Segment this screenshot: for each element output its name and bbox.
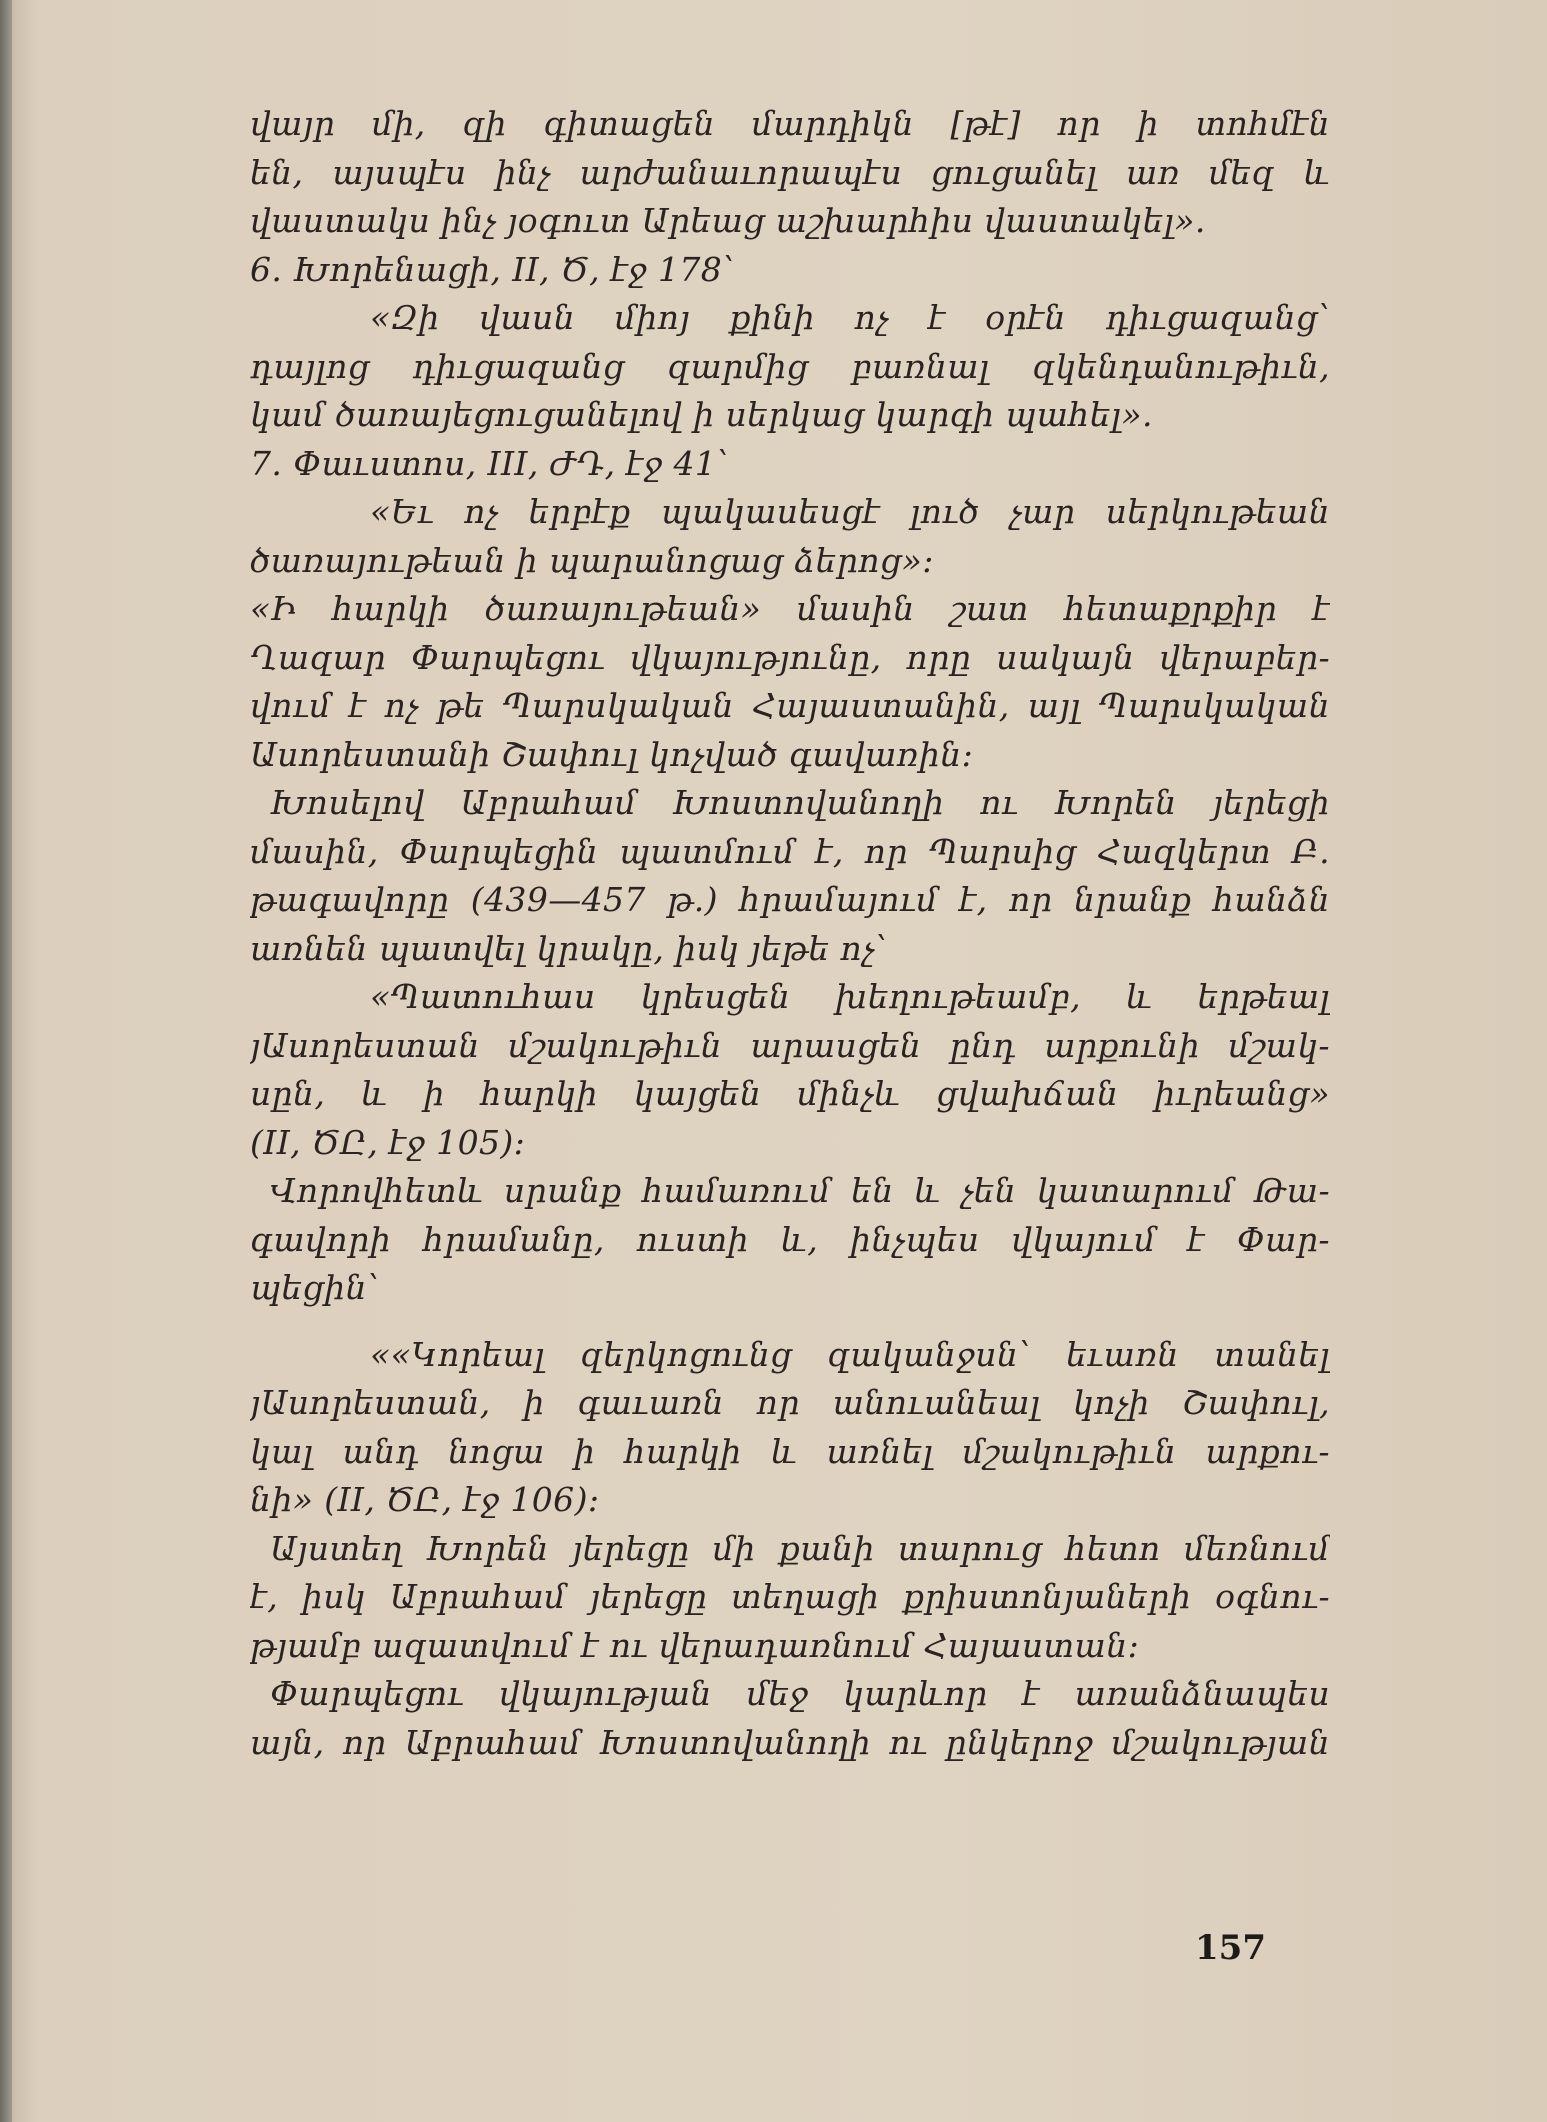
text-line: այն, որ Աբրահամ Խոստովանողի ու ընկերոջ մշակության (250, 1722, 1330, 1762)
text-line: գավորի հրամանը, ուստի և, ինչպես վկայում է Փար- (250, 1219, 1330, 1259)
text-line: յԱսորեստան մշակութիւն արասցեն ընդ արքունի մշակ- (250, 1025, 1330, 1065)
text-line: են, այսպէս ինչ արժանաւորապէս ցուցանել առ մեզ և (250, 152, 1330, 192)
text-line: Վորովհետև սրանք համառում են և չեն կատարում Թա- (270, 1171, 1330, 1210)
text-line: ««Կորեալ զերկոցունց զականջսն՝ եւառն տանել (370, 1334, 1330, 1374)
text-line: (II, ԾԸ, էջ 105)։ (250, 1122, 526, 1162)
text-line: «Եւ ոչ երբէք պակասեսցէ լուծ չար սերկութեան (370, 492, 1330, 531)
text-line: առնեն պատվել կրակը, իսկ յեթե ոչ՝ (250, 928, 888, 968)
text-line: «Ի հարկի ծառայութեան» մասին շատ հետաքրքիր է (250, 589, 1330, 628)
text-line: կամ ծառայեցուցանելով ի սերկաց կարգի պահել». (250, 395, 1153, 434)
text-line: թագավորը (439—457 թ.) հրամայում է, որ նրանք հանձն (250, 880, 1330, 919)
text-line: «Զի վասն միոյ քինի ոչ է օրէն դիւցազանց՝ (370, 298, 1330, 337)
text-line: Այստեղ Խորեն յերեցը մի քանի տարուց հետո մեռնում (270, 1528, 1330, 1568)
page-binding-edge (0, 0, 12, 2122)
text-line: սըն, և ի հարկի կայցեն մինչև ցվախճան իւրեանց» (250, 1074, 1330, 1113)
text-line: պեցին՝ (250, 1268, 380, 1307)
text-line: յԱսորեստան, ի գաւառն որ անուանեալ կոչի Շափուլ, (250, 1383, 1330, 1422)
text-line: «Պատուհաս կրեսցեն խեղութեամբ, և երթեալ (370, 977, 1330, 1016)
text-line: վաստակս ինչ յօգուտ Արեաց աշխարհիս վաստակել». (250, 201, 1206, 240)
text-line: ծառայութեան ի պարանոցաց ձերոց»։ (250, 540, 934, 580)
text-line: մասին, Փարպեցին պատմում է, որ Պարսից Հազկերտ Բ. (250, 831, 1330, 871)
text-line: 6. Խորենացի, II, Ծ, էջ 178՝ (250, 249, 735, 289)
text-line: Խոսելով Աբրահամ Խոստովանողի ու Խորեն յերեցի (270, 783, 1330, 822)
body-text (250, 100, 1330, 1767)
text-line: վայր մի, զի գիտացեն մարդիկն [թէ] որ ի տոհմէն (250, 104, 1330, 143)
text-line: դայլոց դիւցազանց զարմից բառնալ զկենդանութիւն, (250, 346, 1330, 386)
text-line: նի» (II, ԾԸ, էջ 106)։ (250, 1480, 600, 1519)
text-line: Փարպեցու վկայության մեջ կարևոր է առանձնապես (270, 1674, 1330, 1713)
text-line: է, իսկ Աբրահամ յերեցը տեղացի քրիստոնյաների օգնու- (250, 1577, 1330, 1616)
text-line: Ղազար Փարպեցու վկայությունը, որը սակայն վերաբեր- (250, 637, 1330, 677)
text-line: թյամբ ազատվում է ու վերադառնում Հայաստան։ (250, 1625, 1140, 1665)
text-line: Ասորեստանի Շափուլ կոչված գավառին։ (250, 734, 974, 774)
text-line: վում է ոչ թե Պարսկական Հայաստանին, այլ Պարսկական (250, 686, 1330, 725)
text-line: կալ անդ նոցա ի հարկի և առնել մշակութիւն արքու- (250, 1431, 1330, 1471)
text-line: 7. Փաւստոս, III, ԺԴ, էջ 41՝ (250, 443, 729, 483)
page-number: 157 (1195, 1928, 1266, 1968)
